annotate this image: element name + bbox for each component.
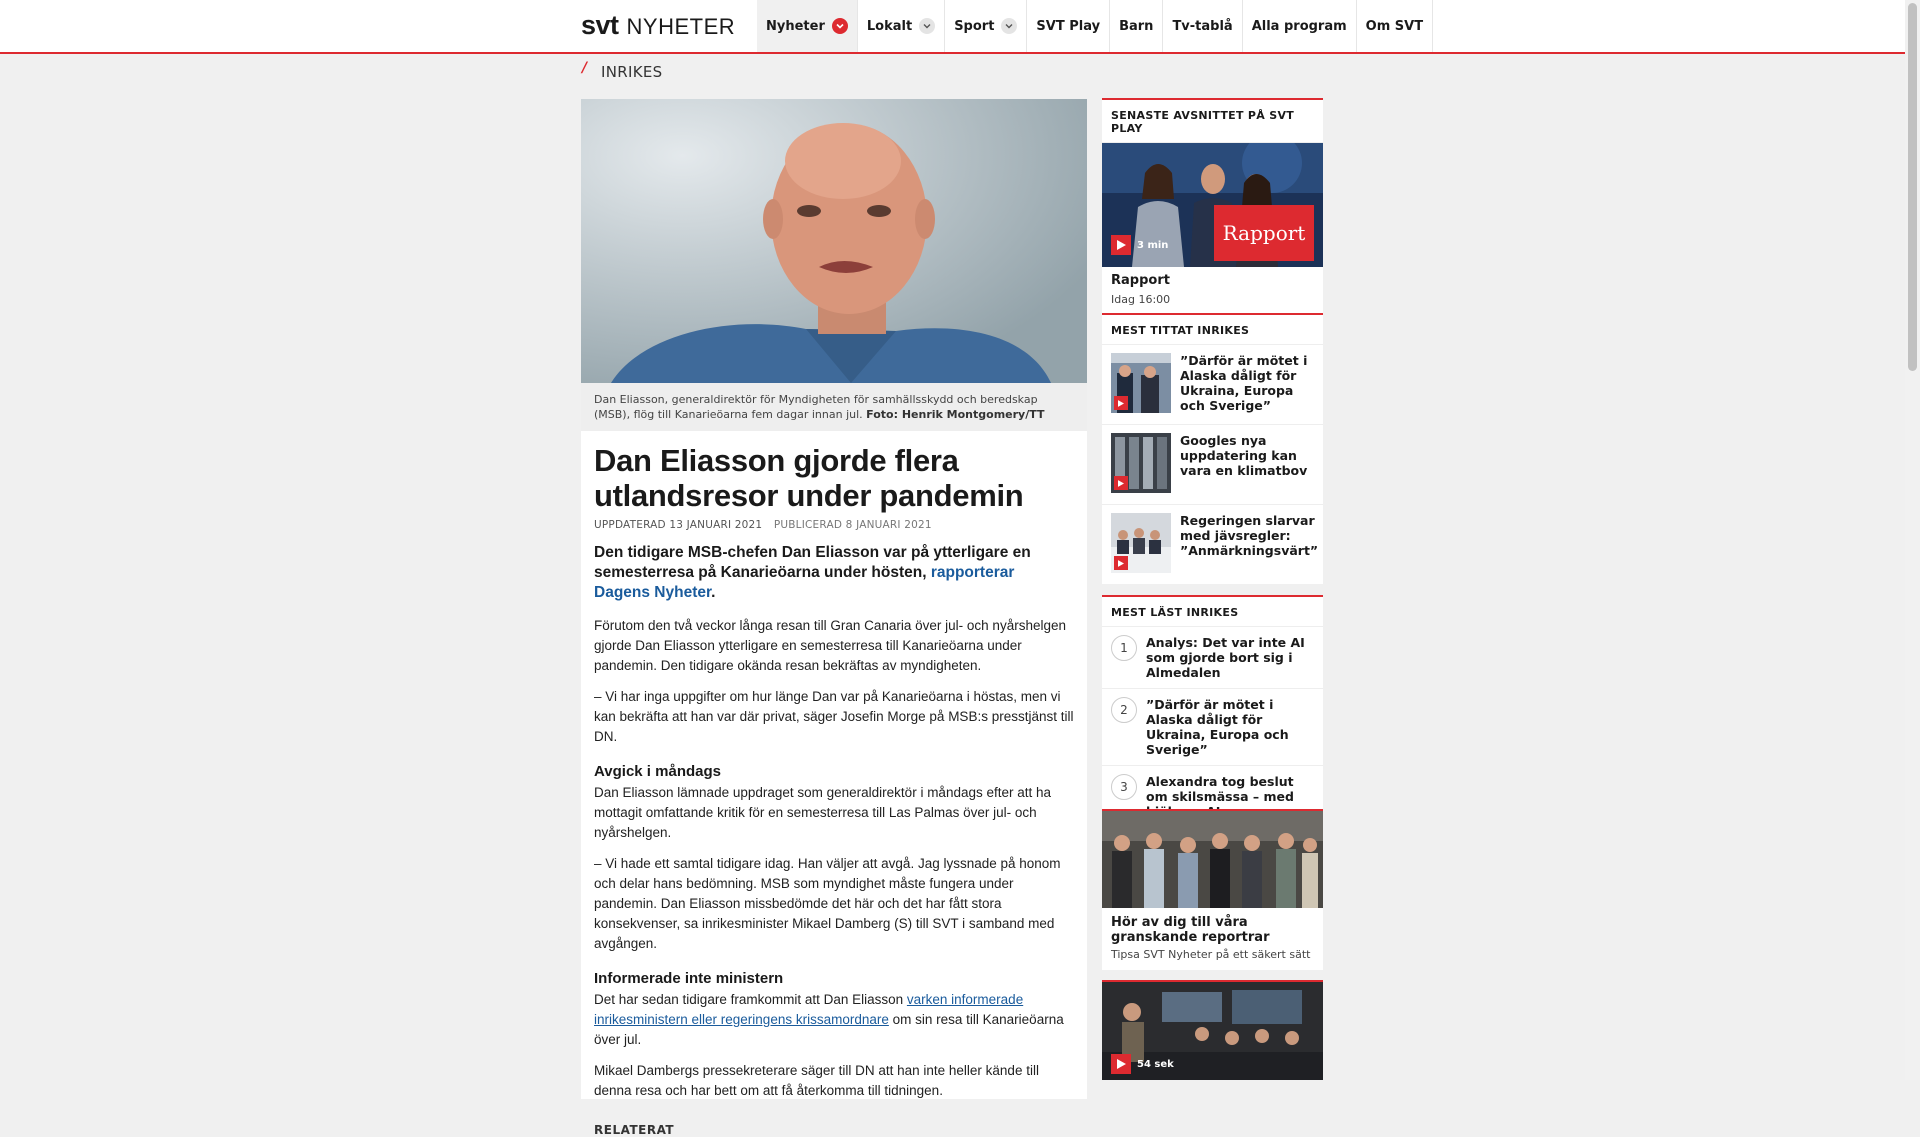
logo-svt-text: svt xyxy=(581,10,619,40)
chevron-down-icon[interactable] xyxy=(832,18,848,34)
p5-link[interactable]: varken informerade inrikesministern eller regeringens krissamordnare xyxy=(594,992,1024,1027)
play-icon[interactable] xyxy=(1114,396,1128,410)
most-read-title: ”Därför är mötet i Alaska dåligt för Ukraina, Europa och Sverige” xyxy=(1146,697,1289,757)
published-date: PUBLICERAD 8 JANUARI 2021 xyxy=(773,519,932,531)
paragraph-5 xyxy=(594,990,1074,1050)
caption-text: Dan Eliasson, generaldirektör för Myndigheten för samhällsskydd och beredskap (MSB), flög till Kanarieöarna fem dagar innan jul. xyxy=(594,393,1038,421)
tips-promo-card[interactable] xyxy=(1102,809,1323,970)
scrollbar-thumb[interactable] xyxy=(1908,3,1917,371)
most-read-item[interactable] xyxy=(1102,627,1323,689)
chevron-down-icon[interactable] xyxy=(919,18,935,34)
article-lead xyxy=(594,543,1074,603)
rank-number: 2 xyxy=(1111,697,1137,723)
episode-time: Idag 16:00 xyxy=(1111,293,1171,306)
latest-episode-card[interactable] xyxy=(1102,98,1323,316)
related-heading: RELATERAT xyxy=(594,1123,675,1137)
nav-label: Alla program xyxy=(1251,18,1347,34)
most-watched-item[interactable] xyxy=(1102,345,1323,425)
image-caption xyxy=(581,383,1087,431)
most-watched-title: ”Därför är mötet i Alaska dåligt för Ukraina, Europa och Sverige” xyxy=(1180,353,1308,413)
caption-credit: Foto: Henrik Montgomery/TT xyxy=(866,408,1045,421)
paragraph-6: Mikael Dambergs pressekreterare säger till DN att han inte heller kände till denna resa och har bett om att få återkomma till tidningen. xyxy=(594,1063,1039,1098)
logo-nyheter-text: NYHETER xyxy=(626,14,736,39)
chevron-down-icon[interactable] xyxy=(1001,18,1017,34)
nav-label: Tv-tablå xyxy=(1172,18,1233,34)
duration-label: 3 min xyxy=(1137,239,1169,251)
duration-label: 54 sek xyxy=(1137,1058,1174,1070)
nav-item-svt-play[interactable] xyxy=(1027,0,1110,52)
subheading-2: Informerade inte ministern xyxy=(594,970,784,987)
section-label[interactable]: INRIKES xyxy=(601,63,663,81)
rank-number: 1 xyxy=(1111,635,1137,661)
card-header: MEST TITTAT INRIKES xyxy=(1102,315,1323,345)
article-hero-image xyxy=(581,99,1087,383)
most-watched-item[interactable] xyxy=(1102,425,1323,505)
nav-label: Om SVT xyxy=(1365,18,1424,34)
video-thumbnail[interactable] xyxy=(1111,513,1171,573)
most-read-title: Analys: Det var inte AI som gjorde bort sig i Almedalen xyxy=(1146,635,1305,680)
rapport-program-tag: Rapport xyxy=(1214,205,1314,261)
video-card[interactable] xyxy=(1102,980,1323,1080)
paragraph-2: – Vi har inga uppgifter om hur länge Dan var på Kanarieöarna i höstas, men vi kan bekräfta att han var där privat, säger Josefin Morge på MSB:s presstjänst till DN. xyxy=(594,689,1074,744)
nav-label: SVT Play xyxy=(1036,18,1101,34)
video-thumbnail[interactable] xyxy=(1111,353,1171,413)
play-badge[interactable] xyxy=(1111,235,1168,255)
reporters-photo xyxy=(1102,811,1323,908)
video-thumbnail[interactable] xyxy=(1111,433,1171,493)
lead-link[interactable]: rapporterar Dagens Nyheter xyxy=(594,564,1015,601)
paragraph-1: Förutom den två veckor långa resan till Gran Canaria över jul- och nyårshelgen gjorde Dan Eliasson ytterligare en semesterresa till Kanarieöarna under pandemin. Den tidigare okända resan bekräftas av myndigheten. xyxy=(594,618,1066,673)
play-badge[interactable] xyxy=(1111,1054,1174,1074)
article-body xyxy=(581,431,1087,1137)
nav-item-tv-tabla[interactable] xyxy=(1163,0,1242,52)
episode-title[interactable]: Rapport xyxy=(1111,273,1170,288)
most-watched-item[interactable] xyxy=(1102,505,1323,584)
nav-label: Barn xyxy=(1119,18,1154,34)
subheading-1: Avgick i måndags xyxy=(594,763,721,780)
lead-end: . xyxy=(711,584,716,601)
card-header: SENASTE AVSNITTET PÅ SVT PLAY xyxy=(1102,100,1323,143)
nav-item-om-svt[interactable] xyxy=(1357,0,1433,52)
play-icon[interactable] xyxy=(1111,1054,1131,1074)
updated-date: UPPDATERAD 13 JANUARI 2021 xyxy=(594,519,763,531)
most-read-title: Alexandra tog beslut om skilsmässa – med xyxy=(1146,774,1294,804)
nav-label: Sport xyxy=(954,18,995,34)
most-watched-card xyxy=(1102,313,1323,584)
lead-text: Den tidigare MSB-chefen Dan Eliasson var på ytterligare en semesterresa på Kanarieöarna under hösten, xyxy=(594,544,1031,581)
most-read-item[interactable] xyxy=(1102,689,1323,766)
nav-item-barn[interactable] xyxy=(1110,0,1163,52)
svt-nyheter-logo[interactable] xyxy=(581,10,735,42)
nav-item-nyheter[interactable] xyxy=(757,0,858,52)
nav-item-lokalt[interactable] xyxy=(858,0,945,52)
article-dates xyxy=(594,519,1074,531)
promo-subtitle: Tipsa SVT Nyheter på ett säkert sätt xyxy=(1111,948,1311,961)
rank-number: 3 xyxy=(1111,774,1137,800)
card-header: MEST LÄST INRIKES xyxy=(1102,597,1323,627)
section-slash-icon: / xyxy=(582,60,588,76)
page-scrollbar[interactable] xyxy=(1905,0,1920,1080)
latest-episode-thumbnail[interactable] xyxy=(1102,143,1323,267)
section-breadcrumb xyxy=(0,54,1905,87)
nav-label: Nyheter xyxy=(766,18,825,34)
nav-item-alla-program[interactable] xyxy=(1243,0,1357,52)
play-icon[interactable] xyxy=(1114,476,1128,490)
article xyxy=(581,99,1087,1137)
paragraph-4: – Vi hade ett samtal tidigare idag. Han väljer att avgå. Jag lyssnade på honom och delar hans bedömning. MSB som myndighet måste fungera under pandemin. Dan Eliasson missbedömde det här och det har fått stora konsekvenser, sa inrikesminister Mikael Damberg (S) till SVT i samband med avgången. xyxy=(594,856,1061,951)
video-thumbnail[interactable] xyxy=(1102,982,1323,1080)
p5-text-pre: Det har sedan tidigare framkommit att Dan Eliasson xyxy=(594,992,907,1007)
article-headline: Dan Eliasson gjorde flera utlandsresor under pandemin xyxy=(594,443,1024,513)
nav-item-sport[interactable] xyxy=(945,0,1027,52)
most-watched-title: Regeringen slarvar med jävsregler: ”Anmärkningsvärt” xyxy=(1180,513,1319,558)
play-icon[interactable] xyxy=(1111,235,1131,255)
top-navigation-bar xyxy=(0,0,1905,54)
p5-text-post: om sin resa till Kanarieöarna över jul. xyxy=(594,1012,1064,1047)
most-watched-title: Googles nya uppdatering kan vara en klimatbov xyxy=(1180,433,1308,478)
nav-label: Lokalt xyxy=(866,18,913,34)
promo-title[interactable]: Hör av dig till våra granskande reportrar xyxy=(1111,915,1270,945)
paragraph-3: Dan Eliasson lämnade uppdraget som generaldirektör i måndags efter att ha mottagit omfattande kritik för en semesterresa till Las Palmas över jul- och nyårshelgen. xyxy=(594,785,1052,840)
main-nav xyxy=(757,0,1433,52)
play-icon[interactable] xyxy=(1114,556,1128,570)
most-read-card xyxy=(1102,595,1323,827)
portrait-photo xyxy=(581,99,1087,383)
